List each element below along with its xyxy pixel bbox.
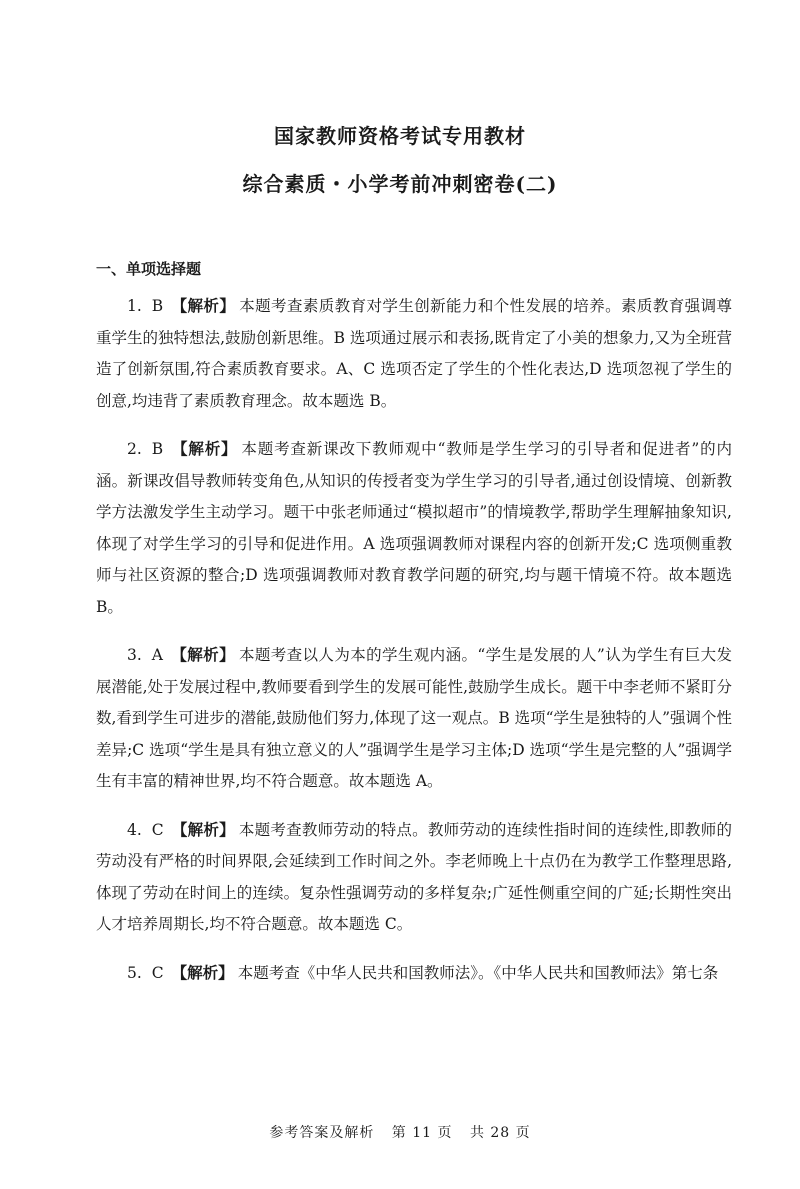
analysis-tag: 【解析】 <box>171 439 238 458</box>
analysis-tag: 【解析】 <box>171 296 236 315</box>
explanation-text: 本题考查新课改下教师观中“教师是学生学习的引导者和促进者”的内涵。新课改倡导教师转变角色,从知识的传授者变为学生学习的引导者,通过创设情境、创新教学方法激发学生主动学习。题干中张老师通过“模拟超市”的情境教学,帮助学生理解抽象知识,体现了对学生学习的引导和促进作用。A 选项强调教师对课程内容的创新开发;C 选项侧重教师与社区资源的整合;D 选项强调教师对教育教学问题的研究,均与题干情境不符。故本题选 B。 <box>96 440 732 616</box>
section-heading: 一、单项选择题 <box>96 260 202 278</box>
explanation-text: 本题考查教师劳动的特点。教师劳动的连续性指时间的连续性,即教师的劳动没有严格的时间界限,会延续到工作时间之外。李老师晚上十点仍在为教学工作整理思路,体现了劳动在时间上的连续。复杂性强调劳动的多样复杂;广延性侧重空间的广延;长期性突出人才培养周期长,均不符合题意。故本题选 C。 <box>96 820 732 933</box>
footer-label: 参考答案及解析 <box>269 1125 375 1141</box>
footer-page-number: 第 11 页 <box>391 1125 453 1141</box>
answer-content <box>96 290 732 1005</box>
explanation-text: 本题考查以人为本的学生观内涵。“学生是发展的人”认为学生有巨大发展潜能,处于发展过程中,教师要看到学生的发展可能性,鼓励学生成长。题干中李老师不紧盯分数,看到学生可进步的潜能,鼓励他们努力,体现了这一观点。B 选项“学生是独特的人”强调个性差异;C 选项“学生是具有独立意义的人”强调学生是学习主体;D 选项“学生是完整的人”强调学生有丰富的精神世界,均不符合题意。故本题选 A。 <box>96 646 732 790</box>
answer-letter: C <box>151 820 164 839</box>
page-footer <box>0 1122 800 1142</box>
answer-letter: A <box>151 646 163 664</box>
question-5-explanation <box>96 957 732 990</box>
answer-letter: B <box>151 297 164 315</box>
analysis-tag: 【解析】 <box>171 645 235 664</box>
explanation-text: 本题考查素质教育对学生创新能力和个性发展的培养。素质教育强调尊重学生的独特想法,鼓励创新思维。B 选项通过展示和表扬,既肯定了小美的想象力,又为全班营造了创新氛围,符合素质教育要求。A、C 选项否定了学生的个性化表达,D 选项忽视了学生的创意,均违背了素质教育理念。故本题选 B。 <box>96 297 732 410</box>
question-2-explanation <box>96 433 732 623</box>
answer-letter: B <box>151 440 164 458</box>
question-number: 2. <box>127 440 142 458</box>
document-title: 国家教师资格考试专用教材 <box>274 124 526 148</box>
document-subtitle: 综合素质・小学考前冲刺密卷(二) <box>242 172 558 196</box>
analysis-tag: 【解析】 <box>171 819 235 839</box>
analysis-tag: 【解析】 <box>171 962 234 982</box>
explanation-text: 本题考查《中华人民共和国教师法》。《中华人民共和国教师法》第七条 <box>237 963 719 982</box>
footer-total-pages: 共 28 页 <box>469 1125 531 1141</box>
question-3-explanation <box>96 639 732 798</box>
question-1-explanation <box>96 290 732 417</box>
question-4-explanation <box>96 814 732 941</box>
question-number: 3. <box>127 646 142 664</box>
answer-letter: C <box>151 963 164 982</box>
question-number: 4. <box>127 820 142 839</box>
question-number: 1. <box>127 297 142 315</box>
question-number: 5. <box>127 963 142 982</box>
